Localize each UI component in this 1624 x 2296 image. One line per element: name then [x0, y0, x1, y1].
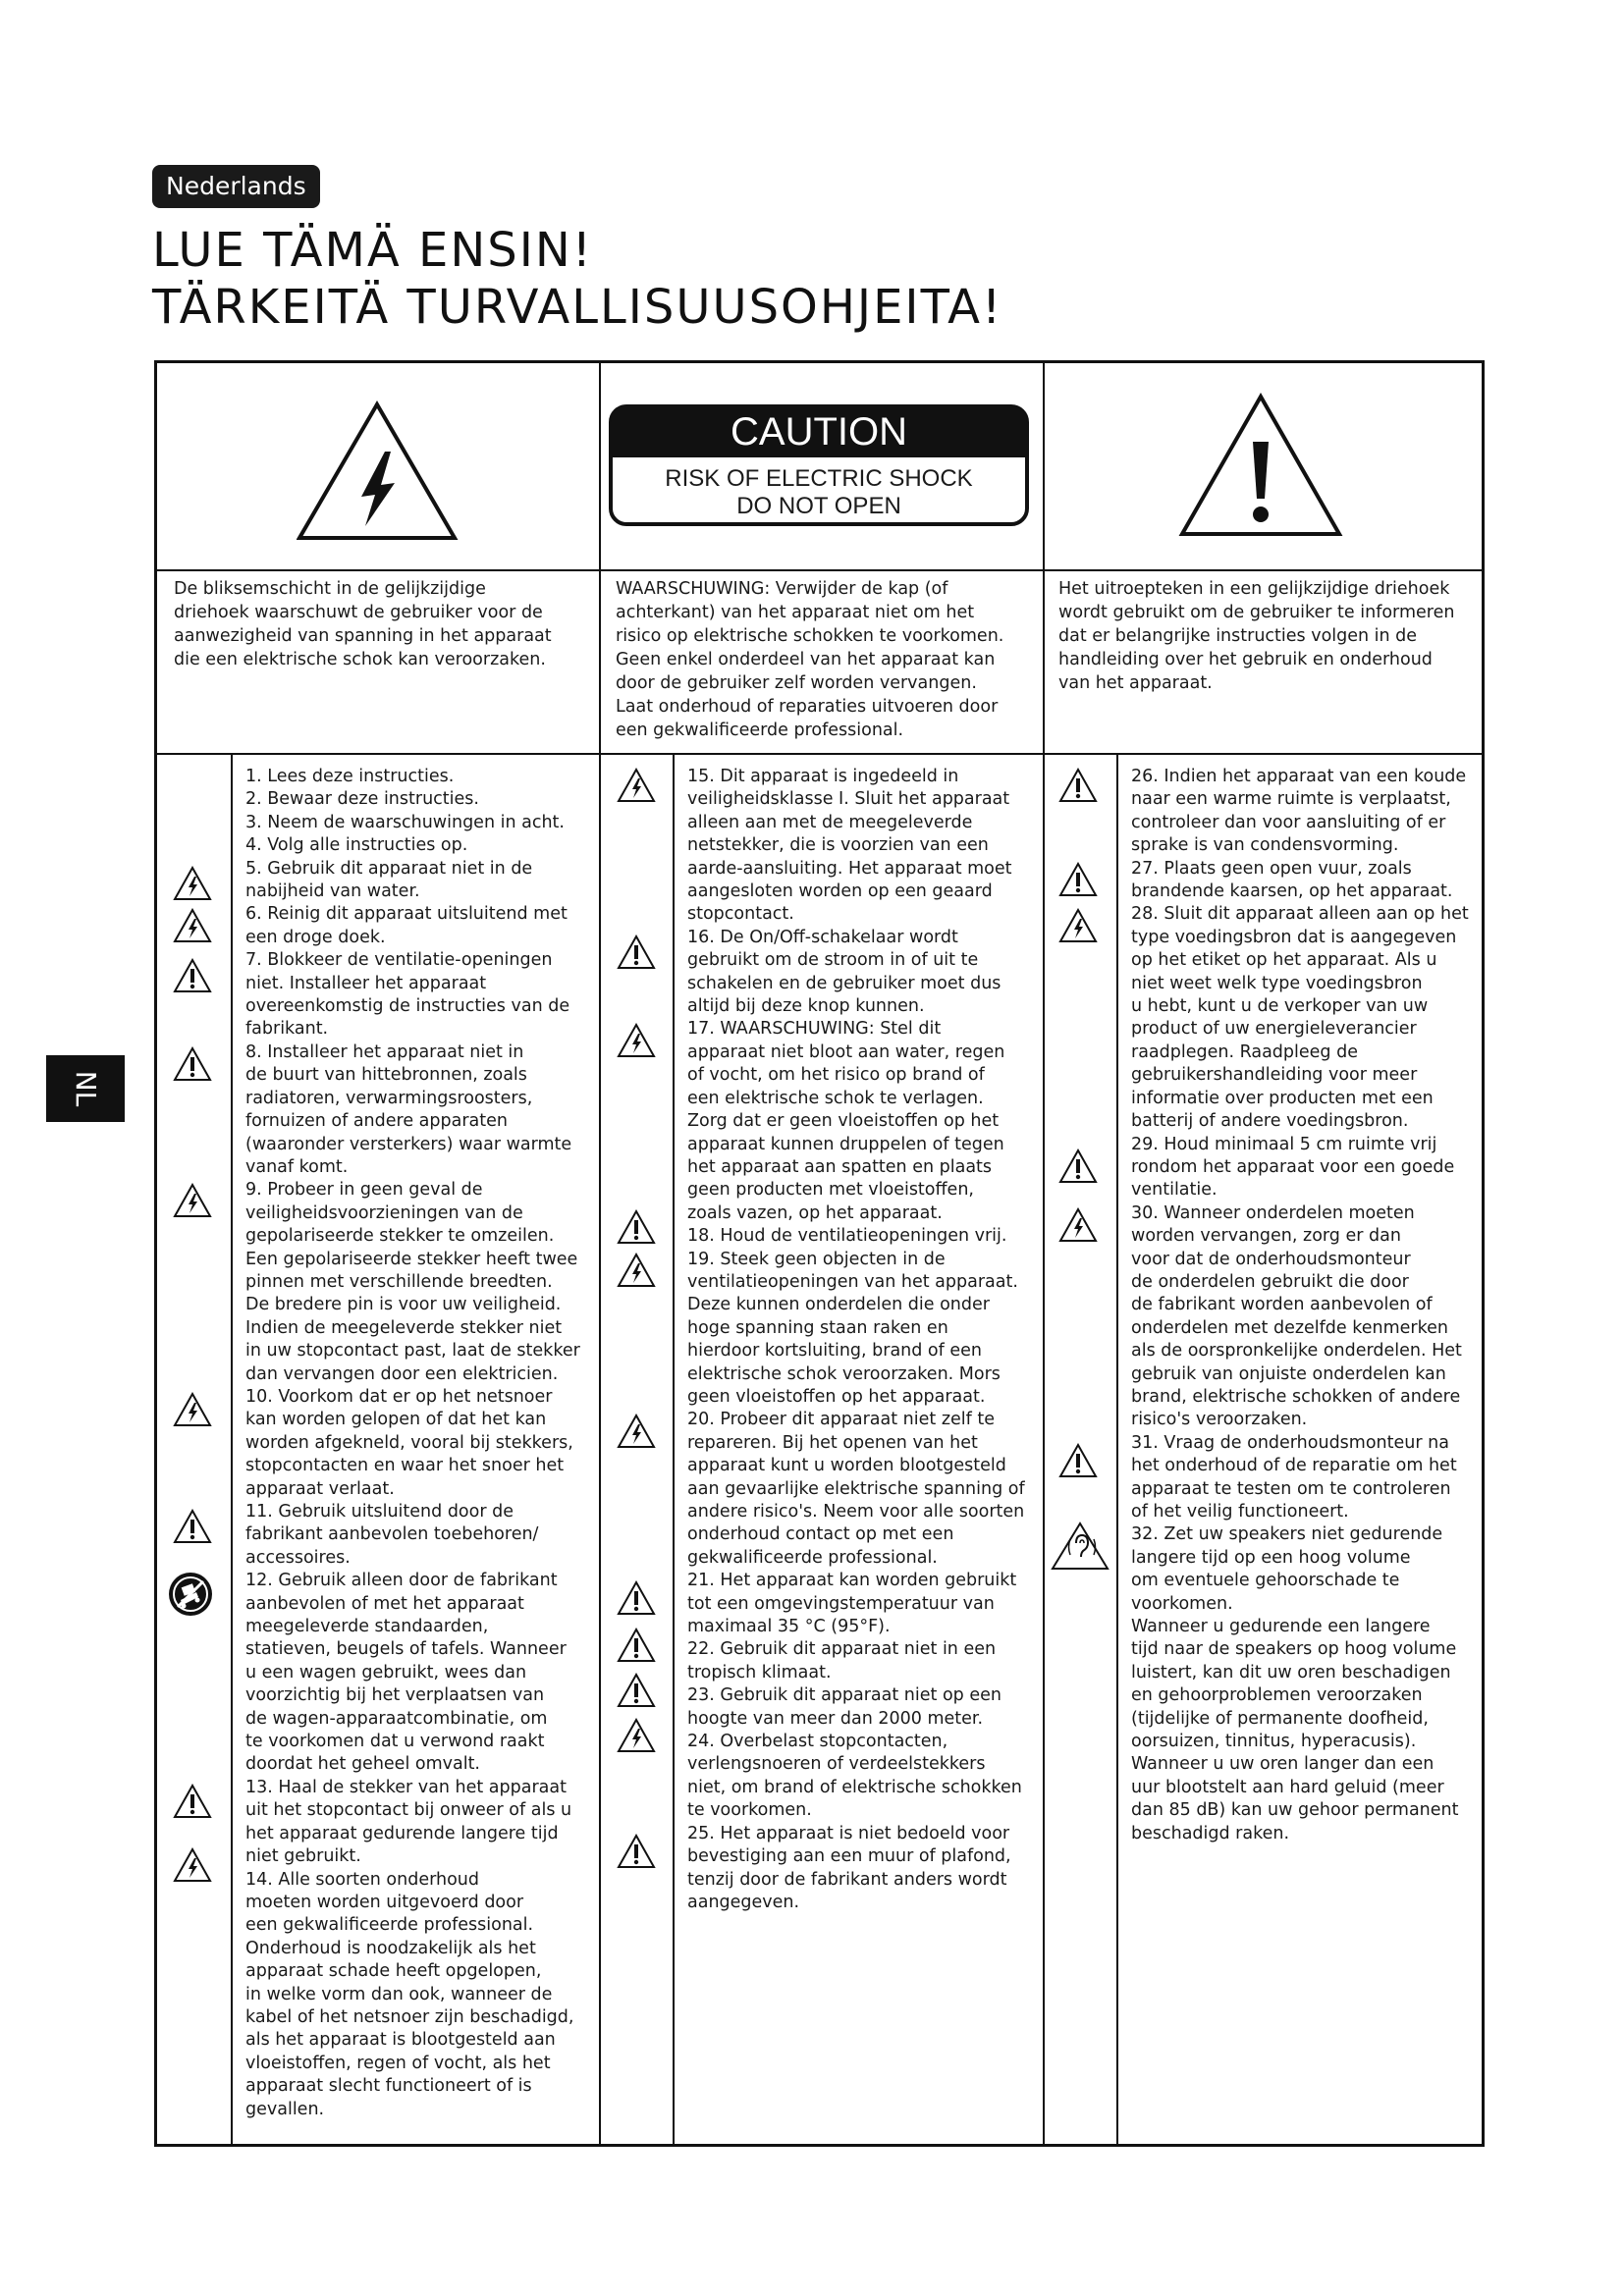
icon-column-divider: [231, 753, 233, 2144]
exclamation-warning-icon: [173, 1784, 212, 1819]
lightning-warning-icon: [173, 866, 212, 901]
exclamation-warning-icon: [173, 1509, 212, 1544]
exclamation-warning-icon: [617, 934, 656, 970]
title-line-1: LUE TÄMÄ ENSIN!: [152, 223, 594, 278]
icon-column-divider: [1116, 753, 1118, 2144]
exclamation-warning-icon: [173, 1046, 212, 1082]
exclamation-warning-icon: [617, 1209, 656, 1245]
lightning-warning-icon: [173, 1183, 212, 1218]
exclamation-warning-icon: [173, 958, 212, 993]
caution-sign: [609, 404, 1029, 526]
lightning-warning-icon: [1058, 908, 1098, 943]
exclamation-warning-icon: [617, 1834, 656, 1869]
caution-line-1: RISK OF ELECTRIC SHOCK: [665, 465, 973, 492]
safety-table: [154, 360, 1485, 2147]
instructions-column-3: 26. Indien het apparaat van een koude naar een warme ruimte is verplaatst, controleer dan voor aansluiting of er sprake is van condensvorming. 27. Plaats geen open vuur, zoals brandende kaarsen, op het apparaat. 28. Sluit dit apparaat alleen aan op het type voedingsbron dat is aangegeven op het etiket op het apparaat. Als u niet weet welk type voedingsbron u hebt, kunt u de verkoper van uw product of uw energieleverancier raadplegen. Raadpleeg de gebruikershandleiding voor meer informatie over producten met een batterij of andere voedingsbron. 29. Houd minimaal 5 cm ruimte vrij rondom het apparaat voor een goede ventilatie. 30. Wanneer onderdelen moeten worden vervangen, zorg er dan voor dat de onderhoudsmonteur de onderdelen gebruikt die door de fabrikant worden aanbevolen of onderdelen met dezelfde kenmerken als de oorspronkelijke onderdelen. Het gebruik van onjuiste onderdelen kan brand, elektrische schokken of andere risico's veroorzaken. 31. Vraag de onderhoudsmonteur na het onderhoud of de reparatie om het apparaat te testen om te controleren of het veilig functioneert. 32. Zet uw speakers niet gedurende langere tijd op een hoog volume om eventuele gehoorschade te voorkomen. Wanneer u gedurende een langere tijd naar de speakers op hoog volume luistert, kan dit uw oren beschadigen en gehoorproblemen veroorzaken (tijdelijke of permanente doofheid, oorsuizen, tinnitus, hyperacusis). Wanneer u uw oren langer dan een uur blootstelt aan hard geluid (meer dan 85 dB) kan uw gehoor permanent beschadigd raken.: [1131, 767, 1469, 1843]
column-divider: [599, 363, 601, 2144]
lightning-warning-icon: [297, 400, 459, 543]
lightning-warning-icon: [173, 1847, 212, 1883]
side-tab-label: NL: [70, 1070, 102, 1107]
lightning-warning-icon: [617, 1253, 656, 1288]
lightning-warning-icon: [617, 1414, 656, 1449]
lightning-warning-icon: [617, 1718, 656, 1753]
language-tag: Nederlands: [152, 165, 320, 208]
exclamation-warning-icon: [617, 1628, 656, 1663]
row-divider: [157, 753, 1482, 755]
column-divider: [1043, 363, 1045, 2144]
lightning-explanation: De bliksemschicht in de gelijkzijdige driehoek waarschuwt de gebruiker voor de aanwezigheid van spanning in het apparaat die een elektrische schok kan veroorzaken.: [174, 579, 552, 669]
title-line-2: TÄRKEITÄ TURVALLISUUSOHJEITA!: [152, 280, 1003, 335]
caution-line-2: DO NOT OPEN: [736, 493, 901, 519]
exclamation-explanation: Het uitroepteken in een gelijkzijdige driehoek wordt gebruikt om de gebruiker te informeren dat er belangrijke instructies volgen in de handleiding over het gebruik en onderhoud van het apparaat.: [1058, 579, 1455, 693]
exclamation-warning-icon: [1058, 768, 1098, 803]
icon-column-divider: [673, 753, 675, 2144]
lightning-warning-icon: [617, 1023, 656, 1058]
exclamation-warning-icon: [617, 1580, 656, 1616]
exclamation-warning-icon: [1058, 1148, 1098, 1184]
lightning-warning-icon: [173, 1392, 212, 1427]
instructions-column-1: 1. Lees deze instructies. 2. Bewaar deze instructies. 3. Neem de waarschuwingen in acht. 4. Volg alle instructies op. 5. Gebruik dit apparaat niet in de nabijheid van water. 6. Reinig dit apparaat uitsluitend met een droge doek. 7. Blokkeer de ventilatie-openingen niet. Installeer het apparaat overeenkomstig de instructies van de fabrikant. 8. Installeer het apparaat niet in de buurt van hittebronnen, zoals radiatoren, verwarmingsroosters, fornuizen of andere apparaten (waaronder versterkers) waar warmte vanaf komt. 9. Probeer in geen geval de veiligheidsvoorzieningen van de gepolariseerde stekker te omzeilen. Een gepolariseerde stekker heeft twee pinnen met verschillende breedten. De bredere pin is voor uw veiligheid. Indien de meegeleverde stekker niet in uw stopcontact past, laat de stekker dan vervangen door een elektricien. 10. Voorkom dat er op het netsnoer kan worden gelopen of dat het kan worden afgekneld, vooral bij stekkers, stopcontacten en waar het snoer het apparaat verlaat. 11. Gebruik uitsluitend door de fabrikant aanbevolen toebehoren/ accessoires. 12. Gebruik alleen door de fabrikant aanbevolen of met het apparaat meegeleverde standaarden, statieven, beugels of tafels. Wanneer u een wagen gebruikt, wees dan voorzichtig bij het verplaatsen van de wagen-apparaatcombinatie, om te voorkomen dat u verwond raakt doordat het geheel omvalt. 13. Haal de stekker van het apparaat uit het stopcontact bij onweer of als u het apparaat gedurende langere tijd niet gebruikt. 14. Alle soorten onderhoud moeten worden uitgevoerd door een gekwalificeerde professional. Onderhoud is noodzakelijk als het apparaat schade heeft opgelopen, in welke vorm dan ook, wanneer de kabel of het netsnoer zijn beschadigd, als het apparaat is blootgesteld aan vloeistoffen, regen of vocht, als het apparaat slecht functioneert of is gevallen.: [245, 767, 580, 2119]
exclamation-warning-icon: [1178, 393, 1343, 540]
exclamation-warning-icon: [1058, 1443, 1098, 1478]
page-title: [152, 222, 1002, 336]
lightning-warning-icon: [617, 768, 656, 803]
caution-heading: CAUTION: [731, 410, 907, 454]
exclamation-warning-icon: [617, 1673, 656, 1708]
lightning-warning-icon: [1058, 1207, 1098, 1243]
hearing-damage-warning-icon: [1051, 1522, 1110, 1573]
lightning-warning-icon: [173, 908, 212, 943]
language-side-tab: [46, 1055, 125, 1122]
caution-explanation: WAARSCHUWING: Verwijder de kap (of achterkant) van het apparaat niet om het risico op elektrische schokken te voorkomen. Geen enkel onderdeel van het apparaat kan door de gebruiker zelf worden vervangen. Laat onderhoud of reparaties uitvoeren door een gekwalificeerde professional.: [616, 579, 1004, 740]
cart-tip-over-warning-icon: [167, 1571, 214, 1618]
exclamation-warning-icon: [1058, 862, 1098, 897]
row-divider: [157, 569, 1482, 571]
instructions-column-2: 15. Dit apparaat is ingedeeld in veiligheidsklasse I. Sluit het apparaat alleen aan met de meegeleverde netstekker, die is voorzien van een aarde-aansluiting. Het apparaat moet aangesloten worden op een geaard stopcontact. 16. De On/Off-schakelaar wordt gebruikt om de stroom in of uit te schakelen en de gebruiker moet dus altijd bij deze knop kunnen. 17. WAARSCHUWING: Stel dit apparaat niet bloot aan water, regen of vocht, om het risico op brand of een elektrische schok te verlagen. Zorg dat er geen vloeistoffen op het apparaat kunnen druppelen of tegen het apparaat aan spatten en plaats geen producten met vloeistoffen, zoals vazen, op het apparaat. 18. Houd de ventilatieopeningen vrij. 19. Steek geen objecten in de ventilatieopeningen van het apparaat. Deze kunnen onderdelen die onder hoge spanning staan raken en hierdoor kortsluiting, brand of een elektrische schok veroorzaken. Mors geen vloeistoffen op het apparaat. 20. Probeer dit apparaat niet zelf te repareren. Bij het openen van het apparaat kunt u worden blootgesteld aan gevaarlijke elektrische spanning of andere risico's. Neem voor alle soorten onderhoud contact op met een gekwalificeerde professional. 21. Het apparaat kan worden gebruikt tot een omgevingstemperatuur van maximaal 35 °C (95°F). 22. Gebruik dit apparaat niet in een tropisch klimaat. 23. Gebruik dit apparaat niet op een hoogte van meer dan 2000 meter. 24. Overbelast stopcontacten, verlengsnoeren of verdeelstekkers niet, om brand of elektrische schokken te voorkomen. 25. Het apparaat is niet bedoeld voor bevestiging aan een muur of plafond, tenzij door de fabrikant anders wordt aangegeven.: [687, 767, 1025, 1912]
